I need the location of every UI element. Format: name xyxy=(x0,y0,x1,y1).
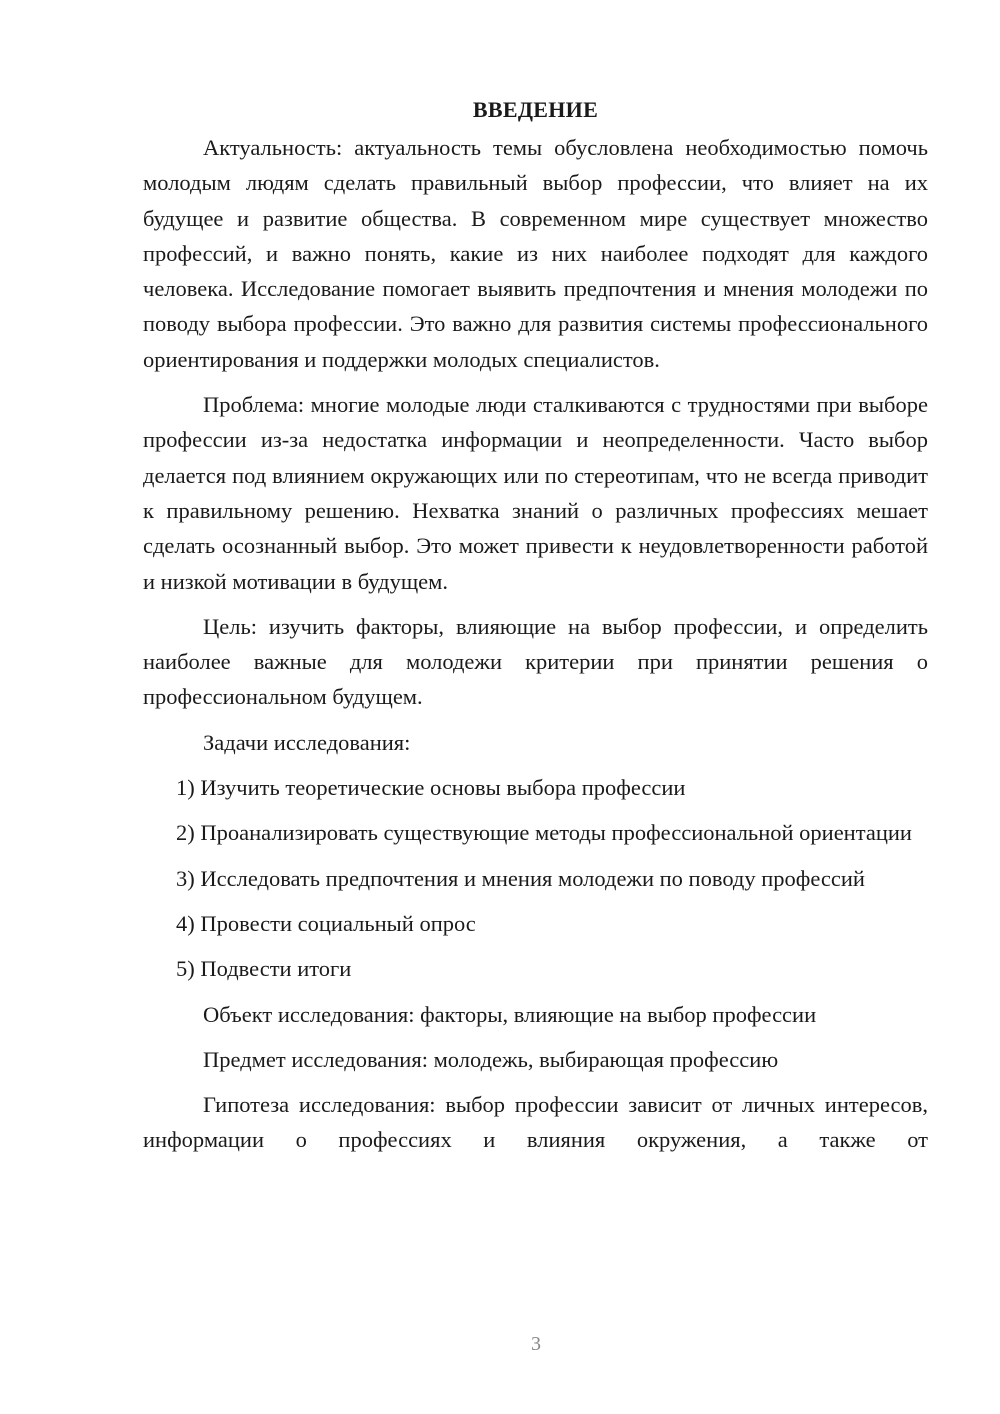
page-number: 3 xyxy=(531,1333,541,1355)
tasks-title: Задачи исследования: xyxy=(203,729,411,755)
task-item-2: 2) Проанализировать существующие методы профессиональной ориентации xyxy=(176,820,912,846)
task-item-5: 5) Подвести итоги xyxy=(176,956,352,982)
task-item-4: 4) Провести социальный опрос xyxy=(176,910,476,936)
paragraph-subject: Предмет исследования: молодежь, выбирающая профессию xyxy=(203,1046,779,1072)
task-item-3: 3) Исследовать предпочтения и мнения молодежи по поводу профессий xyxy=(176,865,865,891)
paragraph-goal: Цель: изучить факторы, влияющие на выбор профессии, и определить наиболее важные для молодежи критерии при принятии решения о профессиональном будущем. xyxy=(143,613,928,710)
page-content xyxy=(143,93,928,1158)
paragraph-relevance: Актуальность: актуальность темы обусловлена необходимостью помочь молодым людям сделать правильный выбор профессии, что влияет на их будущее и развитие общества. В современном мире существует множество профессий, и важно понять, какие из них наиболее подходят для каждого человека. Исследование помогает выявить предпочтения и мнения молодежи по поводу выбора профессии. Это важно для развития системы профессионального ориентирования и поддержки молодых специалистов. xyxy=(143,135,928,372)
paragraph-object: Объект исследования: факторы, влияющие на выбор профессии xyxy=(203,1001,817,1027)
section-heading: ВВЕДЕНИЕ xyxy=(472,97,599,122)
task-item-1: 1) Изучить теоретические основы выбора профессии xyxy=(176,775,686,801)
paragraph-problem: Проблема: многие молодые люди сталкиваются с трудностями при выборе профессии из-за недостатка информации и неопределенности. Часто выбор делается под влиянием окружающих или по стереотипам, что не всегда приводит к правильному решению. Нехватка знаний о различных профессиях мешает сделать осознанный выбор. Это может привести к неудовлетворенности работой и низкой мотивации в будущем. xyxy=(143,392,928,594)
paragraph-hypothesis: Гипотеза исследования: выбор профессии зависит от личных интересов, информации о профессиях и влияния окружения, а также от xyxy=(143,1092,928,1153)
